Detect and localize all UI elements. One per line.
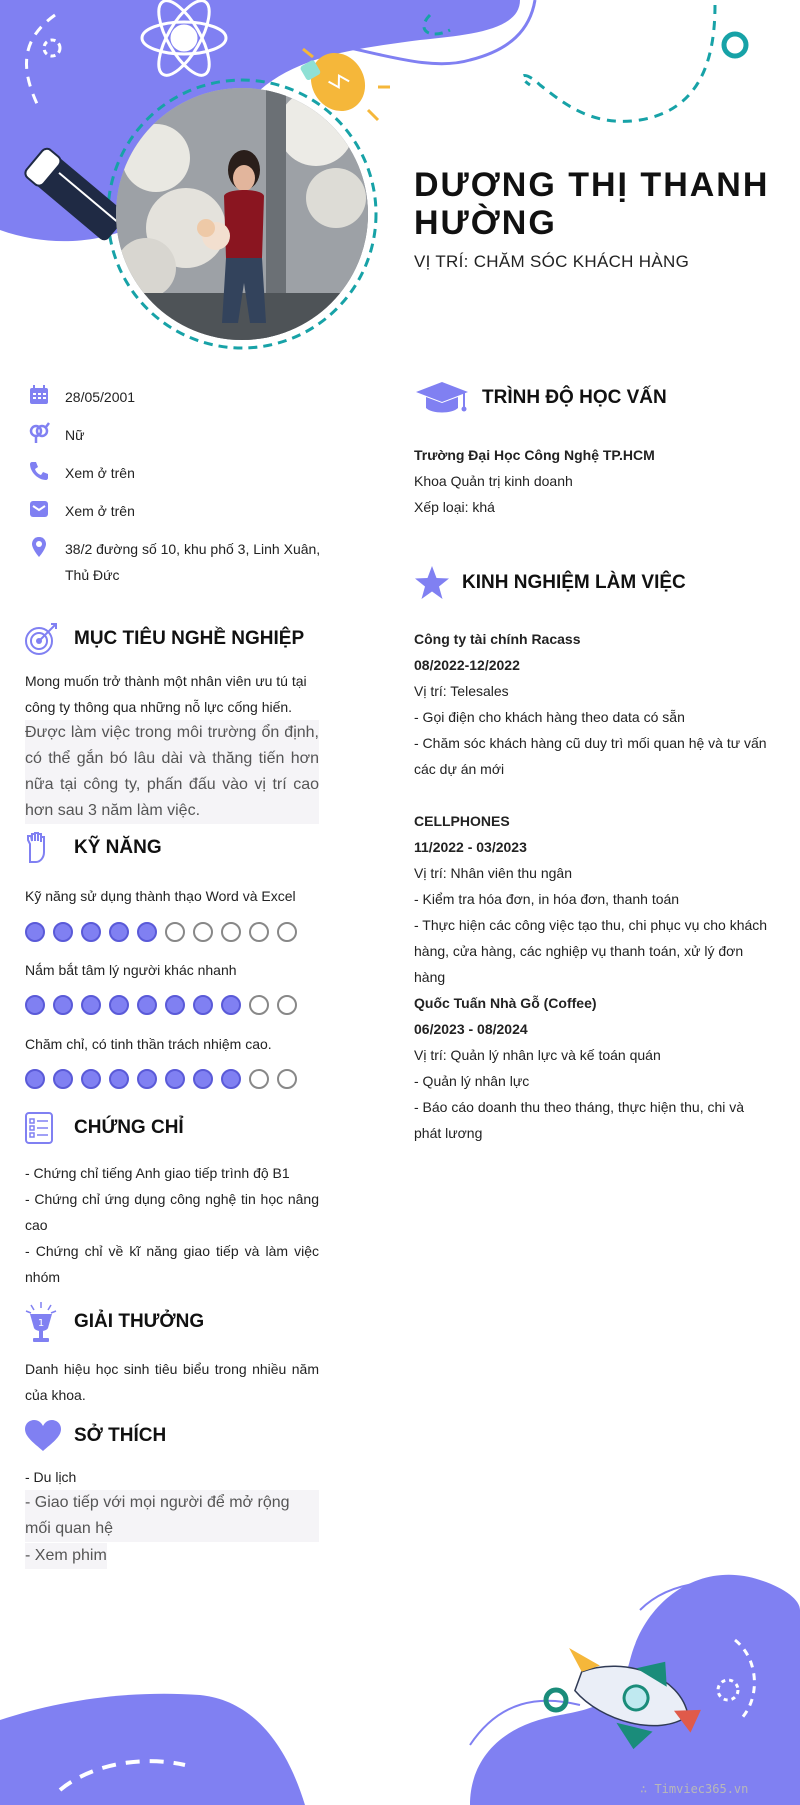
star-icon	[414, 565, 450, 601]
candidate-position: VỊ TRÍ: CHĂM SÓC KHÁCH HÀNG	[414, 252, 690, 271]
job-period: 08/2022-12/2022	[414, 657, 520, 673]
experience-title: KINH NGHIỆM LÀM VIỆC	[462, 572, 686, 593]
rating-dot-empty	[277, 995, 297, 1015]
faculty-name: Khoa Quản trị kinh doanh	[414, 473, 573, 489]
job-task: - Thực hiện các công việc tạo thu, chi phục vụ cho khách hàng, cửa hàng, các nghiệp vụ thanh toán, xử lý đơn hàng	[414, 917, 768, 985]
hobby-item: - Xem phim	[25, 1543, 107, 1569]
target-icon	[24, 622, 58, 656]
rating-dot-empty	[221, 922, 241, 942]
graduation-cap-icon	[414, 380, 470, 416]
school-name: Trường Đại Học Công Nghệ TP.HCM	[414, 447, 655, 463]
skill-name-3: Chăm chỉ, có tinh thần trách nhiệm cao.	[25, 1036, 272, 1052]
profile-photo	[116, 88, 368, 340]
phone-value: Xem ở trên	[65, 465, 135, 481]
certificates-title: CHỨNG CHỈ	[74, 1117, 184, 1138]
rating-dot-filled	[193, 1069, 213, 1089]
birthday-value: 28/05/2001	[65, 389, 136, 405]
rating-dot-empty	[193, 922, 213, 942]
skill-rating-3	[25, 1069, 297, 1089]
info-birthday	[28, 384, 328, 410]
rating-dot-filled	[25, 1069, 45, 1089]
rating-dot-filled	[81, 1069, 101, 1089]
watermark-text: Timviec365.vn	[654, 1782, 749, 1796]
job-period: 11/2022 - 03/2023	[414, 839, 527, 855]
rating-dot-empty	[277, 922, 297, 942]
svg-text:1: 1	[37, 1318, 45, 1329]
job-item	[414, 990, 774, 1146]
skill-rating-1	[25, 922, 297, 942]
trophy-icon	[24, 1300, 58, 1344]
location-icon	[28, 536, 50, 558]
hobby-item: - Du lịch	[25, 1469, 77, 1485]
education-details	[414, 442, 774, 520]
certificate-item: - Chứng chỉ tiếng Anh giao tiếp trình độ B1	[25, 1165, 290, 1181]
awards-header	[24, 1300, 204, 1344]
education-header	[414, 380, 667, 416]
rating-dot-filled	[221, 995, 241, 1015]
rating-dot-filled	[109, 1069, 129, 1089]
rating-dot-empty	[249, 995, 269, 1015]
info-phone	[28, 460, 328, 486]
info-gender	[28, 422, 328, 448]
objective-header	[24, 622, 304, 656]
awards-title: GIẢI THƯỞNG	[74, 1311, 205, 1332]
certificate-item: - Chứng chỉ ứng dụng công nghệ tin học nâng cao	[25, 1191, 319, 1233]
job-item	[414, 808, 774, 990]
skill-name-1: Kỹ năng sử dụng thành thạo Word và Excel	[25, 888, 296, 904]
rating-dot-filled	[25, 995, 45, 1015]
job-task: - Chăm sóc khách hàng cũ duy trì mối quan hệ và tư vấn các dự án mới	[414, 735, 767, 777]
rating-dot-empty	[277, 1069, 297, 1089]
job-task: - Kiểm tra hóa đơn, in hóa đơn, thanh toán	[414, 891, 680, 907]
objective-text-2: Được làm việc trong môi trường ổn định, có thể gắn bó lâu dài và thăng tiến hơn nữa tại công ty, phấn đấu vào vị trí cao hơn sau 3 năm làm việc.	[25, 720, 319, 824]
address-value: 38/2 đường số 10, khu phố 3, Linh Xuân, Thủ Đức	[65, 541, 321, 583]
hobby-item: - Giao tiếp với mọi người để mở rộng mối quan hệ	[25, 1490, 319, 1542]
job-task: - Báo cáo doanh thu theo tháng, thực hiện thu, chi và phát lương	[414, 1099, 745, 1141]
heart-icon	[24, 1419, 62, 1453]
email-value: Xem ở trên	[65, 503, 135, 519]
candidate-name: DƯƠNG THỊ THANH HƯỜNG	[414, 166, 770, 242]
rating-dot-filled	[165, 995, 185, 1015]
rating-dot-filled	[81, 922, 101, 942]
job-task: - Gọi điện cho khách hàng theo data có sẵn	[414, 709, 685, 725]
rating-dot-empty	[249, 1069, 269, 1089]
job-task: - Quản lý nhân lực	[414, 1073, 530, 1089]
certificates-header	[24, 1111, 184, 1145]
skill-rating-2	[25, 995, 297, 1015]
job-role: Vị trí: Telesales	[414, 683, 509, 699]
rating-dot-filled	[53, 1069, 73, 1089]
skill-name-2: Nắm bắt tâm lý người khác nhanh	[25, 962, 237, 978]
grade-text: Xếp loại: khá	[414, 499, 495, 515]
gender-icon	[28, 422, 50, 444]
rating-dot-filled	[25, 922, 45, 942]
certificates-list	[25, 1160, 319, 1290]
job-item	[414, 626, 774, 782]
job-period: 06/2023 - 08/2024	[414, 1021, 528, 1037]
skills-header	[24, 832, 162, 864]
experience-header	[414, 565, 686, 601]
rating-dot-filled	[109, 922, 129, 942]
objective-title: MỤC TIÊU NGHỀ NGHIỆP	[74, 628, 305, 649]
rating-dot-filled	[109, 995, 129, 1015]
awards-text: Danh hiệu học sinh tiêu biểu trong nhiều năm của khoa.	[25, 1361, 319, 1403]
rating-dot-filled	[137, 1069, 157, 1089]
rating-dot-filled	[53, 922, 73, 942]
skills-title: KỸ NĂNG	[74, 837, 162, 858]
job-company: Công ty tài chính Racass	[414, 631, 581, 647]
email-icon	[28, 498, 50, 520]
rating-dot-filled	[53, 995, 73, 1015]
job-company: Quốc Tuấn Nhà Gỗ (Coffee)	[414, 995, 597, 1011]
checklist-icon	[24, 1111, 56, 1145]
job-company: CELLPHONES	[414, 813, 510, 829]
objective-text-1: Mong muốn trở thành một nhân viên ưu tú tại công ty thông qua những nỗ lực cống hiến.	[25, 673, 307, 715]
hand-icon	[24, 832, 50, 864]
info-address	[28, 536, 328, 588]
gender-value: Nữ	[65, 427, 85, 443]
rating-dot-empty	[165, 922, 185, 942]
job-role: Vị trí: Quản lý nhân lực và kế toán quán	[414, 1047, 661, 1063]
phone-icon	[28, 460, 50, 482]
hobbies-list	[25, 1464, 319, 1569]
certificate-item: - Chứng chỉ về kĩ năng giao tiếp và làm việc nhóm	[25, 1243, 319, 1285]
job-role: Vị trí: Nhân viên thu ngân	[414, 865, 572, 881]
hobbies-header	[24, 1419, 166, 1453]
education-title: TRÌNH ĐỘ HỌC VẤN	[482, 387, 667, 408]
hobbies-title: SỞ THÍCH	[74, 1425, 167, 1446]
rating-dot-filled	[221, 1069, 241, 1089]
info-email	[28, 498, 328, 524]
rating-dot-filled	[193, 995, 213, 1015]
rating-dot-filled	[165, 1069, 185, 1089]
rating-dot-empty	[249, 922, 269, 942]
rating-dot-filled	[81, 995, 101, 1015]
watermark: ∴ Timviec365.vn	[640, 1782, 749, 1796]
rating-dot-filled	[137, 922, 157, 942]
rating-dot-filled	[137, 995, 157, 1015]
calendar-icon	[28, 384, 50, 406]
